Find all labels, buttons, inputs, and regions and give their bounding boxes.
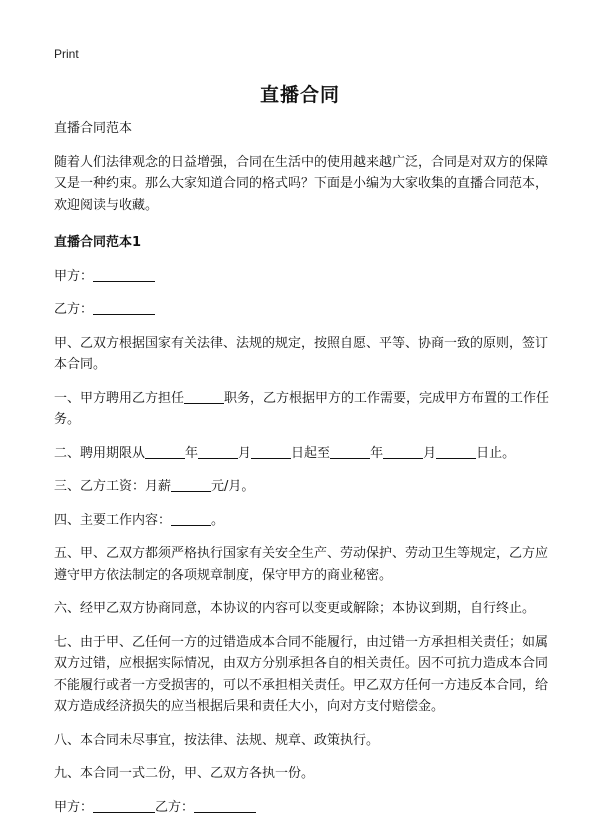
clause-2-text: 二、聘用期限从 bbox=[54, 445, 146, 461]
clause-2-month-2: 月 bbox=[423, 445, 437, 461]
party-a-blank bbox=[93, 266, 155, 282]
party-a-label: 甲方： bbox=[54, 268, 94, 284]
signature-party-a-label: 甲方： bbox=[54, 799, 94, 815]
clause-8: 八、本合同未尽事宜，按法律、法规、规章、政策执行。 bbox=[54, 732, 380, 748]
party-b-label: 乙方： bbox=[54, 302, 94, 317]
clause-2-day-2: 日止。 bbox=[476, 445, 516, 461]
clause-6: 六、经甲乙双方协商同意，本协议的内容可以变更或解除；本协议到期，自行终止。 bbox=[54, 601, 536, 616]
document-subtitle: 直播合同范本 bbox=[54, 121, 133, 136]
clause-9: 九、本合同一式二份，甲、乙双方各执一份。 bbox=[54, 766, 315, 781]
document-body bbox=[54, 118, 554, 830]
signature-party-b-label: 乙方： bbox=[155, 799, 195, 815]
print-link[interactable]: Print bbox=[54, 47, 79, 61]
clause-1-text-b: 职务，乙方根据甲方的工作需要，完成甲方布置的工作任务。 bbox=[54, 390, 550, 427]
start-year-blank bbox=[145, 443, 185, 459]
clause-4-text-b: 。 bbox=[211, 512, 225, 528]
start-day-blank bbox=[251, 443, 291, 459]
clause-2 bbox=[54, 443, 554, 465]
signature-line bbox=[54, 797, 554, 819]
party-b-blank bbox=[93, 299, 155, 315]
clause-3-text-a: 三、乙方工资：月薪 bbox=[54, 479, 172, 494]
section-heading: 直播合同范本1 bbox=[54, 235, 142, 250]
clause-2-month-1: 月 bbox=[238, 445, 252, 461]
clause-7: 七、由于甲、乙任何一方的过错造成本合同不能履行，由过错一方承担相关责任；如属双方过错，应根据实际情况，由双方分别承担各自的相关责任。因不可抗力造成本合同不能履行或者一方受损害的，可以不承担相关责任。甲乙双方任何一方违反本合同，给双方造成经济损失的应当根据后果和责任大小，向对方支付赔偿金。 bbox=[54, 634, 549, 714]
clause-4 bbox=[54, 510, 554, 532]
end-year-blank bbox=[330, 443, 370, 459]
clause-4-text-a: 四、主要工作内容： bbox=[54, 512, 172, 528]
clause-1 bbox=[54, 388, 554, 431]
party-a-line bbox=[54, 266, 554, 288]
clause-2-day-1: 日起至 bbox=[291, 445, 331, 461]
clause-3-text-b: 元/月。 bbox=[211, 479, 255, 494]
party-b-line bbox=[54, 299, 554, 321]
clause-3 bbox=[54, 476, 554, 498]
work-content-blank bbox=[171, 510, 211, 526]
clause-2-year-1: 年 bbox=[185, 445, 199, 461]
signature-party-b-blank bbox=[194, 797, 256, 813]
document-title: 直播合同 bbox=[259, 84, 340, 106]
signature-party-a-blank bbox=[93, 797, 155, 813]
salary-blank bbox=[171, 476, 211, 492]
start-month-blank bbox=[198, 443, 238, 459]
preamble-paragraph: 甲、乙双方根据国家有关法律、法规的规定，按照自愿、平等、协商一致的原则，签订本合同。 bbox=[54, 335, 549, 372]
clause-5: 五、甲、乙双方都须严格执行国家有关安全生产、劳动保护、劳动卫生等规定，乙方应遵守甲方依法制定的各项规章制度，保守甲方的商业秘密。 bbox=[54, 546, 549, 583]
end-month-blank bbox=[383, 443, 423, 459]
clause-1-text-a: 一、甲方聘用乙方担任 bbox=[54, 390, 185, 406]
clause-2-year-2: 年 bbox=[370, 445, 384, 461]
position-blank bbox=[184, 388, 224, 404]
intro-paragraph: 随着人们法律观念的日益增强，合同在生活中的使用越来越广泛，合同是对双方的保障又是一种约束。那么大家知道合同的格式吗？下面是小编为大家收集的直播合同范本，欢迎阅读与收藏。 bbox=[54, 154, 549, 213]
end-day-blank bbox=[436, 443, 476, 459]
